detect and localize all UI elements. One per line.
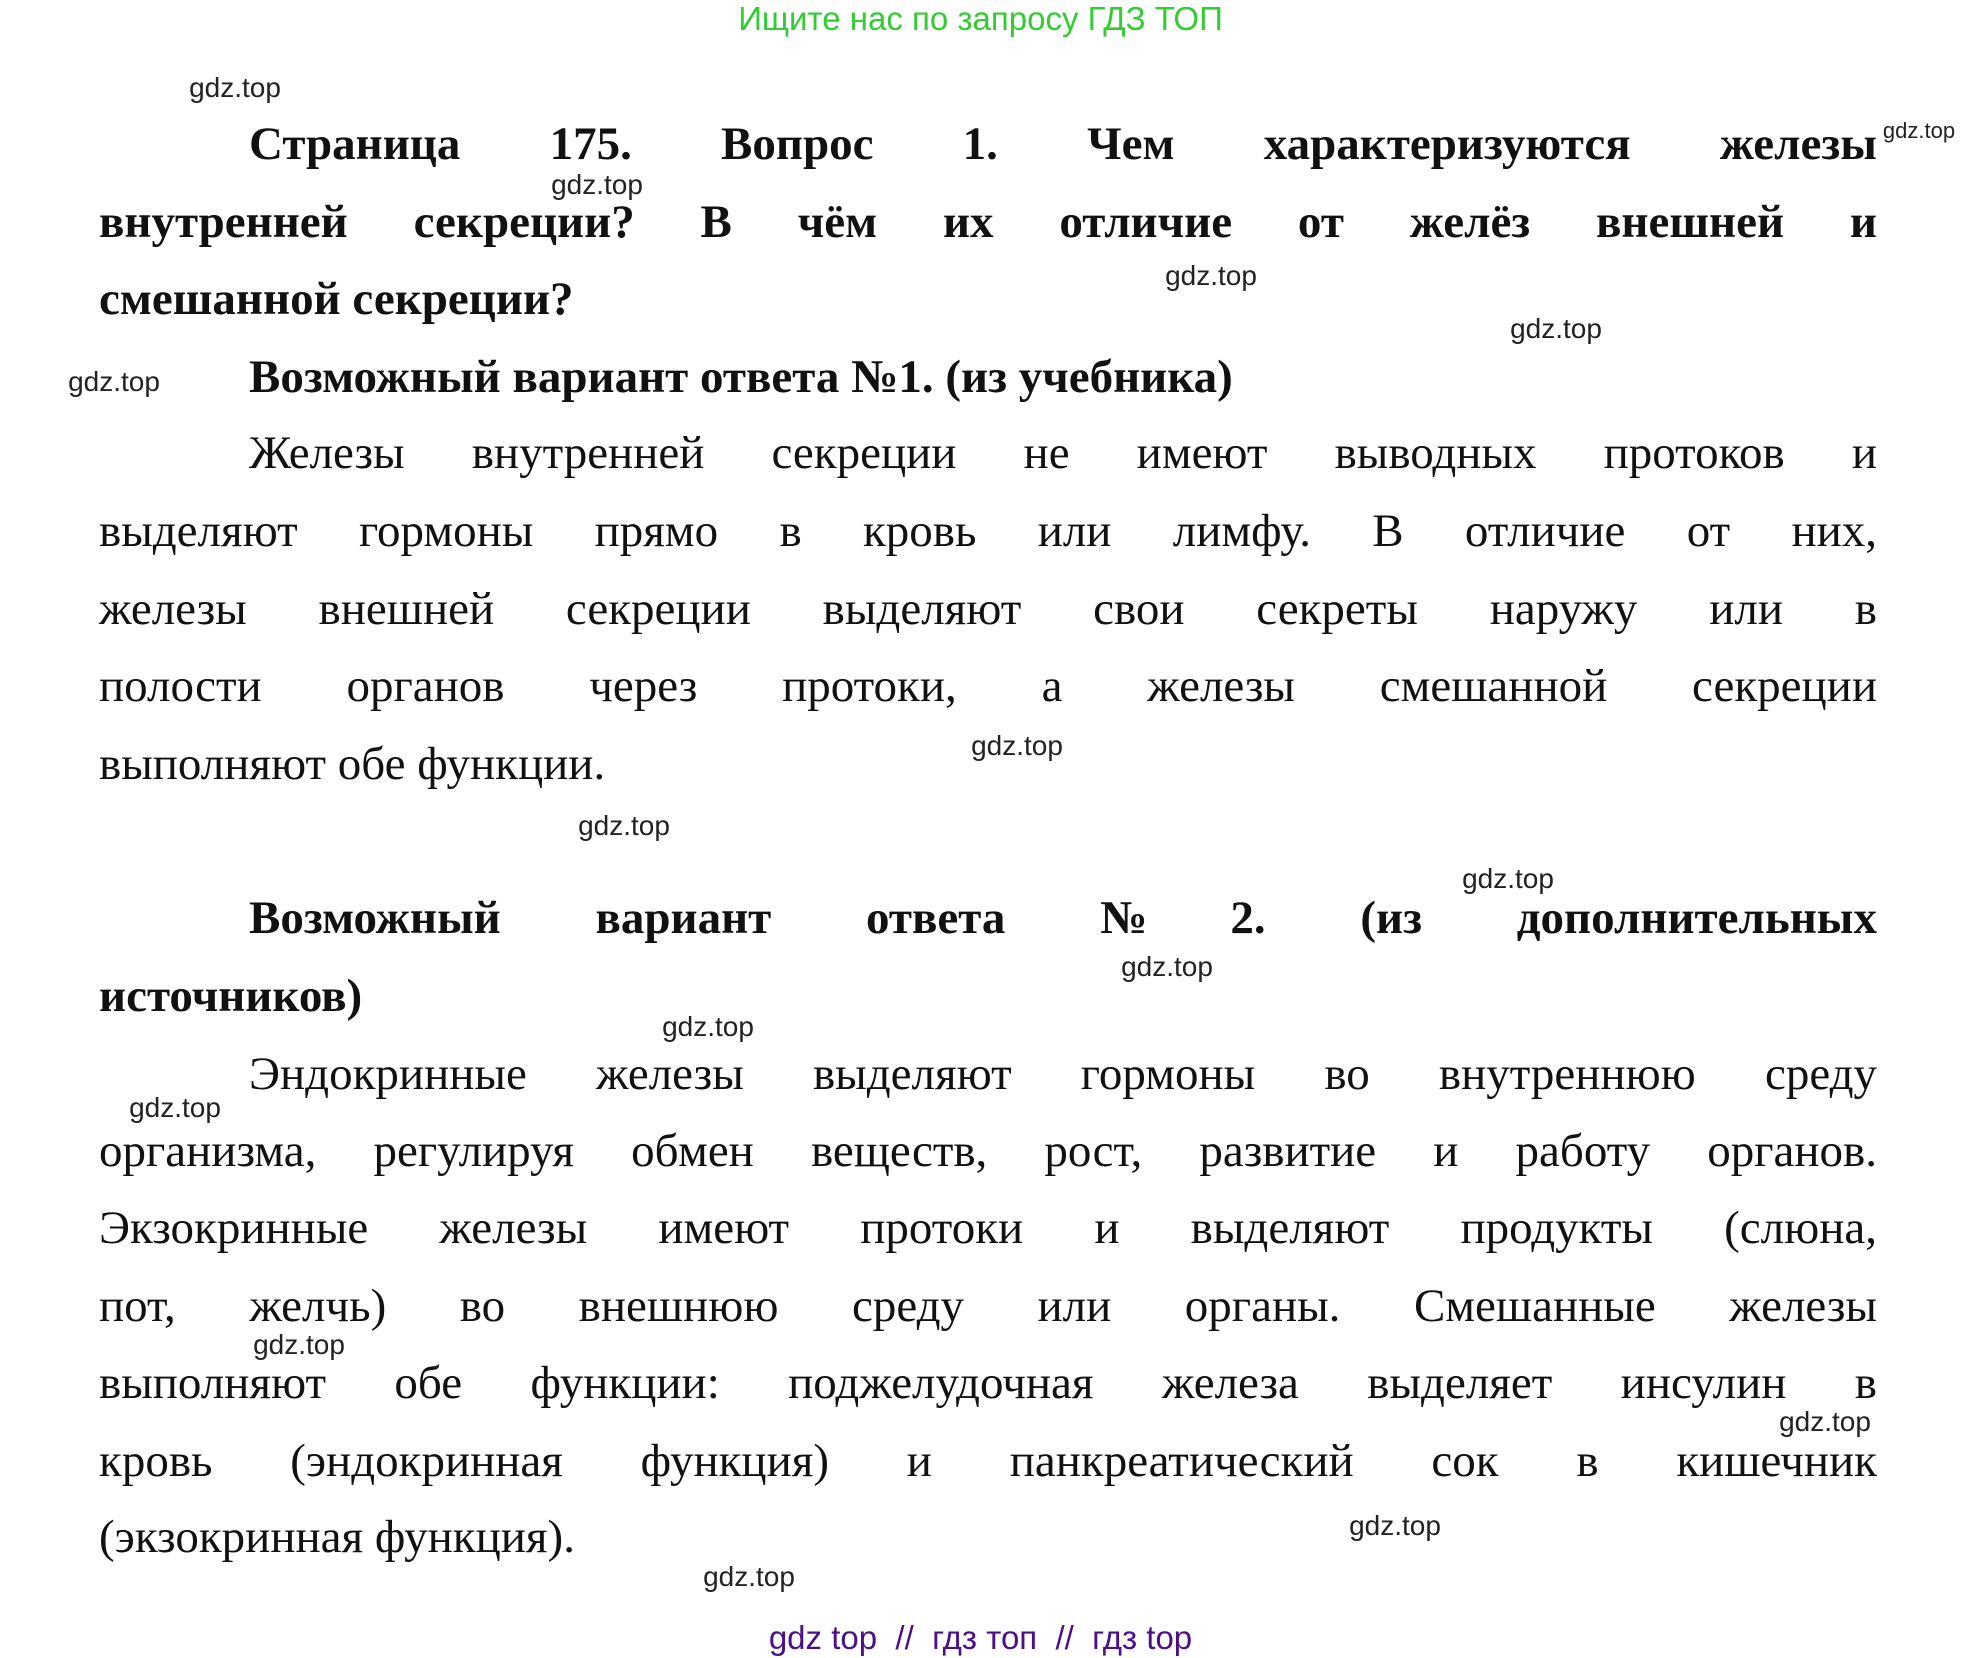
- answer1-line: полости органов через протоки, а железы смешанной секреции: [99, 660, 1877, 712]
- watermark: gdz.top: [1349, 1510, 1441, 1541]
- answer2-line: Экзокринные железы имеют протоки и выделяют продукты (слюна,: [99, 1202, 1877, 1254]
- watermark: gdz.top: [129, 1092, 221, 1123]
- watermark: gdz.top: [1882, 118, 1956, 143]
- answer2-line: выполняют обе функции: поджелудочная железа выделяет инсулин в: [99, 1357, 1877, 1409]
- answer2-line: кровь (эндокринная функция) и панкреатический сок в кишечник: [99, 1435, 1877, 1487]
- watermark: gdz.top: [68, 366, 160, 397]
- watermark: gdz.top: [703, 1561, 795, 1592]
- watermark: gdz.top: [578, 810, 670, 841]
- footer-links: gdz top // гдз топ // гдз top: [768, 1619, 1193, 1656]
- watermark: gdz.top: [253, 1329, 345, 1360]
- watermark: gdz.top: [1462, 863, 1554, 894]
- answer1-line: Железы внутренней секреции не имеют выводных протоков и: [249, 427, 1877, 479]
- answer1-line: железы внешней секреции выделяют свои секреты наружу или в: [99, 583, 1877, 635]
- question-title-line: внутренней секреции? В чём их отличие от желёз внешней и: [99, 196, 1877, 248]
- watermark: gdz.top: [971, 730, 1063, 761]
- watermark: gdz.top: [1510, 313, 1602, 344]
- watermark: gdz.top: [1121, 951, 1213, 982]
- watermark: gdz.top: [1779, 1406, 1871, 1437]
- search-banner: Ищите нас по запросу ГДЗ ТОП: [738, 0, 1223, 37]
- answer1-line: выделяют гормоны прямо в кровь или лимфу. В отличие от них,: [99, 505, 1877, 557]
- question-title-line: смешанной секреции?: [99, 273, 574, 325]
- watermark: gdz.top: [1165, 260, 1257, 291]
- answer2-line: пот, желчь) во внешнюю среду или органы. Смешанные железы: [99, 1280, 1877, 1332]
- answer2-heading: источников): [99, 970, 363, 1022]
- watermark: gdz.top: [662, 1011, 754, 1042]
- watermark: gdz.top: [551, 169, 643, 200]
- answer2-line: (экзокринная функция).: [99, 1511, 575, 1563]
- answer1-line: выполняют обе функции.: [99, 738, 606, 790]
- answer1-heading: Возможный вариант ответа №1. (из учебника): [249, 351, 1233, 403]
- watermark: gdz.top: [189, 72, 281, 103]
- answer2-line: Эндокринные железы выделяют гормоны во внутреннюю среду: [249, 1048, 1877, 1100]
- answer2-line: организма, регулируя обмен веществ, рост, развитие и работу органов.: [99, 1125, 1877, 1177]
- answer2-heading: Возможный вариант ответа №2. (из дополнительных: [249, 892, 1877, 944]
- question-title-line: Страница 175. Вопрос 1. Чем характеризуются железы: [249, 118, 1877, 170]
